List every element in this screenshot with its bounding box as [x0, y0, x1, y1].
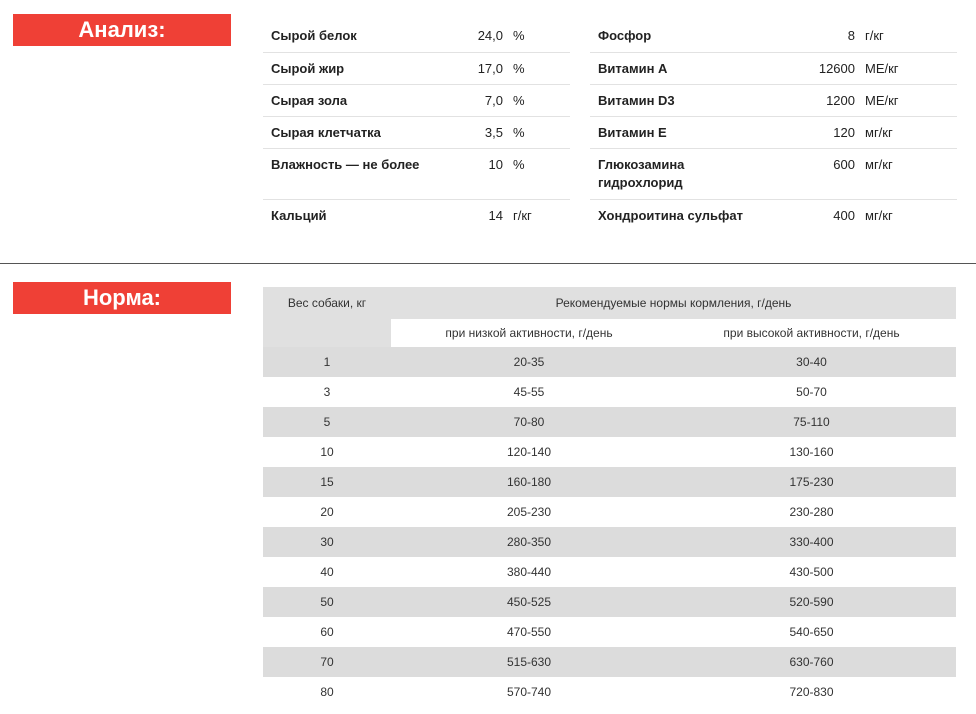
- high-activity-cell: 540-650: [667, 617, 956, 647]
- table-row: [263, 377, 956, 407]
- nutrient-value: 12600: [780, 52, 855, 84]
- table-row: [263, 407, 956, 437]
- table-row: [263, 527, 956, 557]
- table-row: [263, 347, 956, 377]
- table-row: [263, 557, 956, 587]
- table-row: [263, 467, 956, 497]
- analysis-table-left: [263, 20, 570, 231]
- nutrient-value: 400: [833, 207, 855, 223]
- norm-section-label: Норма:: [13, 282, 231, 314]
- high-activity-cell: 175-230: [667, 467, 956, 497]
- nutrient-unit: г/кг: [513, 207, 532, 223]
- analysis-row: [590, 148, 957, 199]
- section-divider: [0, 263, 976, 264]
- analysis-section-label: Анализ:: [13, 14, 231, 46]
- norm-header-row: [263, 287, 956, 319]
- analysis-row: [590, 199, 957, 231]
- high-activity-cell: 130-160: [667, 437, 956, 467]
- analysis-table-right: [590, 20, 957, 231]
- weight-cell: 70: [263, 647, 391, 677]
- nutrient-name: Сырой жир: [263, 52, 453, 84]
- high-activity-cell: 720-830: [667, 677, 956, 707]
- weight-column-header: Вес собаки, кг: [263, 287, 391, 347]
- low-activity-cell: 160-180: [391, 467, 667, 497]
- low-activity-header: при низкой активности, г/день: [391, 319, 667, 347]
- analysis-row: [590, 20, 957, 52]
- nutrient-value: 3,5: [453, 116, 503, 148]
- high-activity-cell: 430-500: [667, 557, 956, 587]
- nutrient-unit: %: [503, 148, 570, 199]
- nutrient-name: Витамин А: [590, 52, 780, 84]
- table-row: [263, 617, 956, 647]
- nutrient-name: Глюкозамина гидрохлорид: [590, 148, 780, 199]
- nutrient-name: Сырая клетчатка: [263, 116, 453, 148]
- nutrient-unit: МЕ/кг: [855, 52, 957, 84]
- nutrient-unit: %: [503, 116, 570, 148]
- low-activity-cell: 450-525: [391, 587, 667, 617]
- nutrient-value: 17,0: [453, 52, 503, 84]
- analysis-row: [263, 52, 570, 84]
- weight-cell: 30: [263, 527, 391, 557]
- low-activity-cell: 470-550: [391, 617, 667, 647]
- nutrient-name: Кальций: [271, 207, 327, 223]
- low-activity-cell: 45-55: [391, 377, 667, 407]
- table-row: [263, 437, 956, 467]
- analysis-row: [263, 84, 570, 116]
- nutrient-unit: мг/кг: [855, 116, 957, 148]
- high-activity-header: при высокой активности, г/день: [667, 319, 956, 347]
- weight-cell: 5: [263, 407, 391, 437]
- nutrient-unit: %: [503, 20, 570, 52]
- low-activity-cell: 205-230: [391, 497, 667, 527]
- weight-cell: 1: [263, 347, 391, 377]
- low-activity-cell: 70-80: [391, 407, 667, 437]
- feeding-norm-table: [263, 287, 956, 707]
- nutrient-value: 1200: [780, 84, 855, 116]
- nutrient-value: 14: [488, 207, 503, 223]
- nutrient-value: 24,0: [453, 20, 503, 52]
- nutrient-value: 120: [780, 116, 855, 148]
- nutrient-name: Фосфор: [590, 20, 780, 52]
- weight-cell: 15: [263, 467, 391, 497]
- nutrient-unit: г/кг: [855, 20, 957, 52]
- weight-cell: 40: [263, 557, 391, 587]
- high-activity-cell: 630-760: [667, 647, 956, 677]
- analysis-row: [263, 199, 570, 231]
- analysis-row: [263, 148, 570, 199]
- weight-cell: 10: [263, 437, 391, 467]
- nutrient-name: Хондроитина сульфат: [598, 207, 743, 223]
- analysis-row: [590, 52, 957, 84]
- nutrient-unit: %: [503, 84, 570, 116]
- nutrient-name: Витамин D3: [590, 84, 780, 116]
- low-activity-cell: 280-350: [391, 527, 667, 557]
- weight-cell: 60: [263, 617, 391, 647]
- weight-cell: 80: [263, 677, 391, 707]
- weight-cell: 50: [263, 587, 391, 617]
- nutrient-unit: мг/кг: [865, 207, 893, 223]
- low-activity-cell: 380-440: [391, 557, 667, 587]
- high-activity-cell: 330-400: [667, 527, 956, 557]
- low-activity-cell: 20-35: [391, 347, 667, 377]
- analysis-row: [263, 116, 570, 148]
- nutrient-value: 600: [780, 148, 855, 199]
- analysis-row: [590, 116, 957, 148]
- nutrient-unit: МЕ/кг: [855, 84, 957, 116]
- high-activity-cell: 520-590: [667, 587, 956, 617]
- nutrient-value: 10: [453, 148, 503, 199]
- table-row: [263, 587, 956, 617]
- high-activity-cell: 230-280: [667, 497, 956, 527]
- weight-cell: 3: [263, 377, 391, 407]
- high-activity-cell: 50-70: [667, 377, 956, 407]
- low-activity-cell: 515-630: [391, 647, 667, 677]
- low-activity-cell: 570-740: [391, 677, 667, 707]
- table-row: [263, 497, 956, 527]
- table-row: [263, 647, 956, 677]
- nutrient-value: 8: [780, 20, 855, 52]
- nutrient-value: 7,0: [453, 84, 503, 116]
- nutrient-name: Сырая зола: [263, 84, 453, 116]
- table-row: [263, 677, 956, 707]
- recommended-norms-header: Рекомендуемые нормы кормления, г/день: [391, 287, 956, 319]
- nutrient-unit: мг/кг: [855, 148, 957, 199]
- nutrient-name: Влажность — не более: [263, 148, 453, 199]
- weight-cell: 20: [263, 497, 391, 527]
- high-activity-cell: 75-110: [667, 407, 956, 437]
- high-activity-cell: 30-40: [667, 347, 956, 377]
- nutrient-name: Сырой белок: [263, 20, 453, 52]
- nutrient-unit: %: [503, 52, 570, 84]
- nutrient-name: Витамин Е: [590, 116, 780, 148]
- analysis-row: [590, 84, 957, 116]
- analysis-row: [263, 20, 570, 52]
- low-activity-cell: 120-140: [391, 437, 667, 467]
